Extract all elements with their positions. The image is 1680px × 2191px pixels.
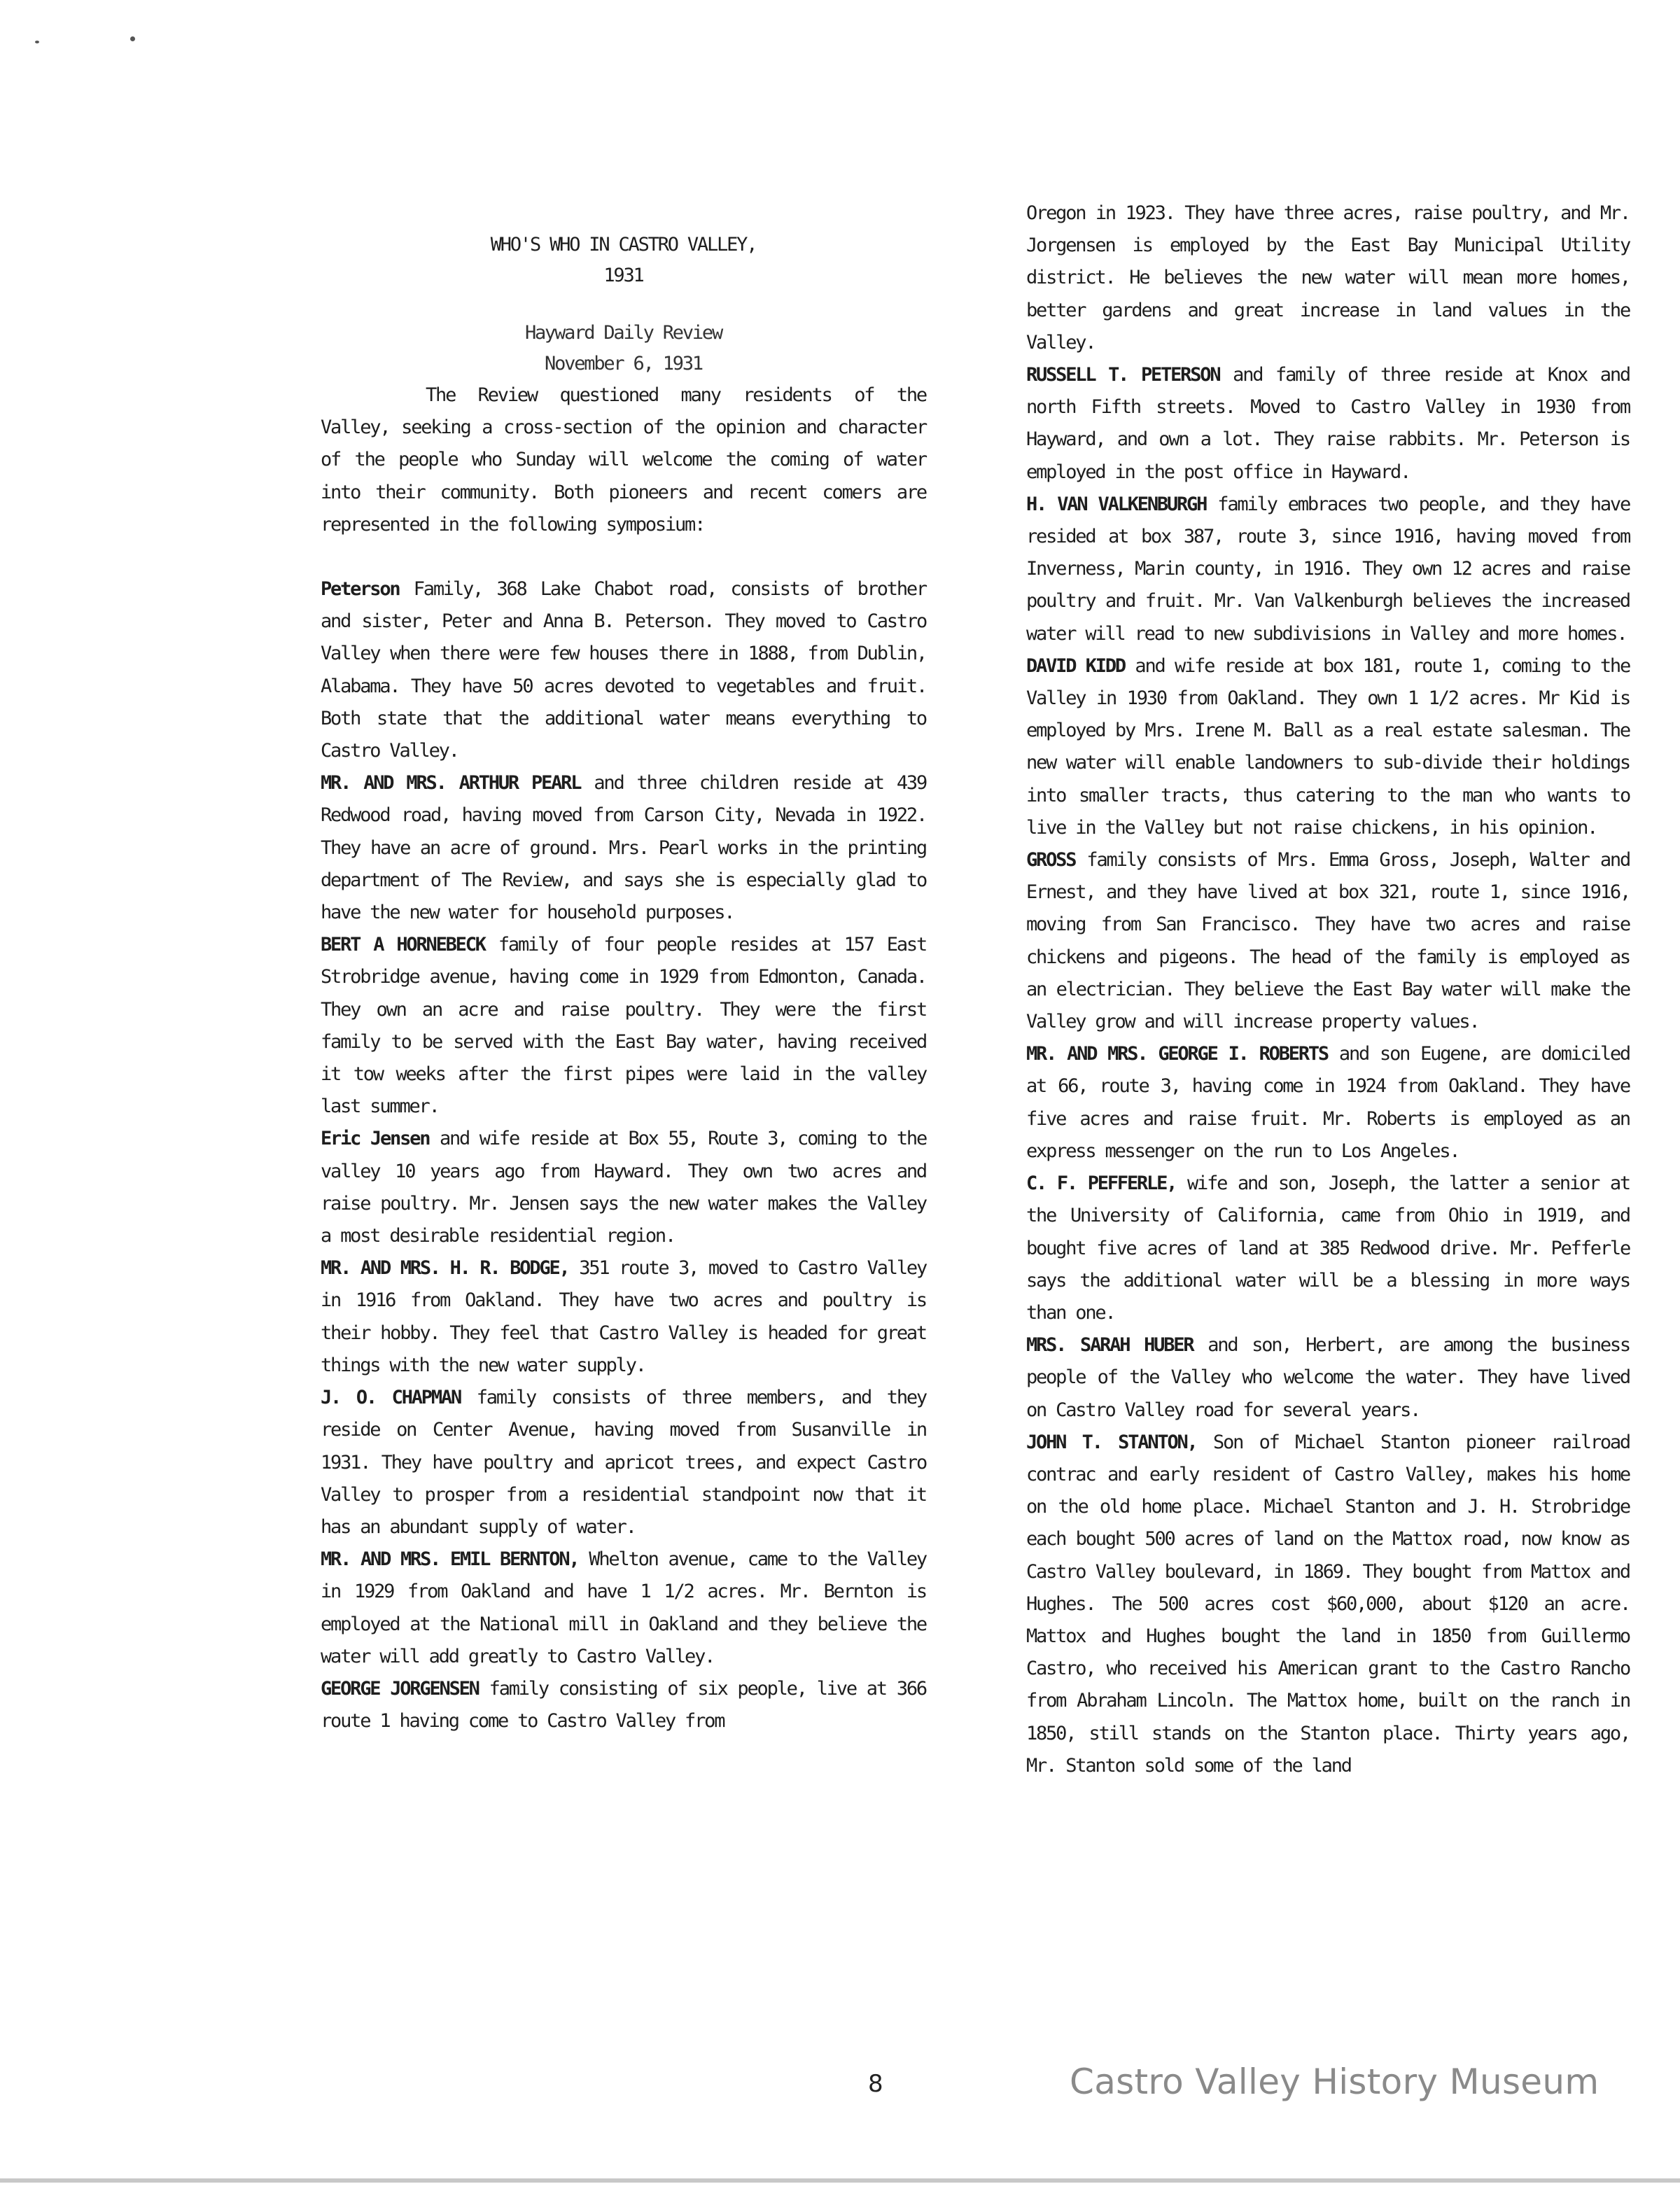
entry-paragraph	[1026, 650, 1630, 844]
entry-paragraph	[1026, 844, 1630, 1038]
entry-name: Eric Jensen	[321, 1128, 430, 1150]
article-source: Hayward Daily Review	[524, 322, 722, 344]
entry-text: and wife reside at box 181, route 1, coming to the Valley in 1930 from Oakland. They own 1 1/2 acres. Mr Kid is employed by Mrs. Irene M. Ball as a real estate salesman. The new water will enable landowners to sub-divide their holdings into smaller tracts, thus catering to the man who wants to live in the Valley but not raise chickens, in his opinion.	[1026, 654, 1630, 839]
entry-text: family of four people resides at 157 East Strobridge avenue, having come in 1929 from Edmonton, Canada. They own an acre and raise poultry. They were the first family to be served with the East Bay water, having received it tow weeks after the first pipes were laid in the valley last summer.	[321, 934, 926, 1118]
page-number: 8	[868, 2070, 883, 2098]
entry-paragraph	[321, 1544, 926, 1673]
entry-paragraph	[1026, 359, 1630, 489]
article-year: 1931	[603, 265, 643, 286]
entry-name: H. VAN VALKENBURGH	[1026, 493, 1207, 515]
entry-paragraph	[1026, 1038, 1630, 1168]
article-title: WHO'S WHO IN CASTRO VALLEY,	[490, 234, 757, 255]
entry-name: JOHN T. STANTON,	[1026, 1431, 1197, 1453]
article-intro: The Review questioned many residents of the Valley, seeking a cross-section of the opinion and character of the people who Sunday will welcome the coming of water into their community. Both pioneers and recent comers are represented in the following symposium:	[321, 384, 926, 536]
entry-name: MR. AND MRS. GEORGE I. ROBERTS	[1026, 1043, 1328, 1065]
entry-paragraph	[321, 1252, 926, 1382]
entry-name: Peterson	[321, 578, 400, 601]
entry-paragraph	[321, 573, 926, 767]
entry-paragraph	[1026, 489, 1630, 650]
entry-name: J. O. CHAPMAN	[321, 1387, 461, 1409]
entry-paragraph	[321, 1673, 926, 1737]
entry-text: and son Eugene, are domiciled at 66, route 3, having come in 1924 from Oakland. They have five acres and raise fruit. Mr. Roberts is employed as an express messenger on the run to Los Angeles.	[1026, 1043, 1630, 1162]
entry-text: and wife reside at Box 55, Route 3, coming to the valley 10 years ago from Hayward. They own two acres and raise poultry. Mr. Jensen says the new water makes the Valley a most desirable residential region.	[321, 1128, 926, 1247]
entry-paragraph	[1026, 1329, 1630, 1427]
entry-text: and family of three reside at Knox and north Fifth streets. Moved to Castro Valley in 1930 from Hayward, and own a lot. They raise rabbits. Mr. Peterson is employed in the post office in Hayward.	[1026, 364, 1630, 483]
entry-paragraph	[321, 1123, 926, 1252]
entry-name: MR. AND MRS. EMIL BERNTON,	[321, 1548, 579, 1571]
right-column	[1026, 197, 1630, 1782]
entry-text: Family, 368 Lake Chabot road, consists of brother and sister, Peter and Anna B. Peterson. They moved to Castro Valley when there were few houses there in 1888, from Dublin, Alabama. They have 50 acres devoted to vegetables and fruit. Both state that the additional water means everything to Castro Valley.	[321, 578, 926, 762]
continued-paragraph: Oregon in 1923. They have three acres, raise poultry, and Mr. Jorgensen is employed by the East Bay Municipal Utility district. He believes the new water will mean more homes, better gardens and great increase in land values in the Valley.	[1026, 202, 1630, 354]
entry-name: DAVID KIDD	[1026, 654, 1125, 677]
entry-name: BERT A HORNEBECK	[321, 934, 485, 956]
left-column	[321, 230, 926, 1737]
entry-text: family consisting of six people, live at 366 route 1 having come to Castro Valley from	[321, 1677, 926, 1732]
article-date: November 6, 1931	[545, 353, 702, 374]
entry-text: family consists of Mrs. Emma Gross, Joseph, Walter and Ernest, and they have lived at box 321, route 1, since 1916, moving from San Francisco. They have two acres and raise chickens and pigeons. The head of the family is employed as an electrician. They believe the East Bay water will make the Valley grow and will increase property values.	[1026, 849, 1630, 1033]
entry-paragraph	[321, 767, 926, 929]
entry-text: Son of Michael Stanton pioneer railroad contrac and early resident of Castro Valley, makes his home on the old home place. Michael Stanton and J. H. Strobridge each bought 500 acres of land on the Mattox road, now know as Castro Valley boulevard, in 1869. They bought from Mattox and Hughes. The 500 acres cost $60,000, about $120 an acre. Mattox and Hughes bought the land in 1850 from Guillermo Castro, who received his American grant to the Castro Rancho from Abraham Lincoln. The Mattox home, built on the ranch in 1850, still stands on the Stanton place. Thirty years ago, Mr. Stanton sold some of the land	[1026, 1431, 1630, 1777]
article-header	[321, 230, 926, 379]
entry-paragraph	[1026, 1427, 1630, 1782]
entry-name: C. F. PEFFERLE,	[1026, 1172, 1177, 1195]
entry-text: and three children reside at 439 Redwood road, having moved from Carson City, Nevada in 1922. They have an acre of ground. Mrs. Pearl works in the printing department of The Review, and says she is especially glad to have the new water for household purposes.	[321, 772, 926, 924]
scan-edge	[0, 2178, 1680, 2183]
scan-speck	[35, 41, 39, 43]
entry-name: MR. AND MRS. H. R. BODGE,	[321, 1257, 569, 1280]
entry-text: family embraces two people, and they have resided at box 387, route 3, since 1916, having moved from Inverness, Marin county, in 1916. They own 12 acres and raise poultry and fruit. Mr. Van Valkenburgh believes the increased water will read to new subdivisions in Valley and more homes.	[1026, 493, 1630, 645]
entry-name: MR. AND MRS. ARTHUR PEARL	[321, 772, 581, 794]
entry-paragraph	[321, 1382, 926, 1544]
entry-text: and son, Herbert, are among the business people of the Valley who welcome the water. They have lived on Castro Valley road for several years.	[1026, 1334, 1630, 1421]
entry-paragraph	[321, 929, 926, 1123]
museum-watermark: Castro Valley History Museum	[1070, 2062, 1600, 2102]
entry-text: Whelton avenue, came to the Valley in 1929 from Oakland and have 1 1/2 acres. Mr. Bernton is employed at the National mill in Oakland and they believe the water will add greatly to Castro Valley.	[321, 1548, 926, 1667]
entry-paragraph	[1026, 1168, 1630, 1329]
entry-name: RUSSELL T. PETERSON	[1026, 364, 1220, 386]
entry-name: GROSS	[1026, 849, 1076, 872]
scan-speck	[130, 36, 135, 41]
entry-name: GEORGE JORGENSEN	[321, 1677, 479, 1700]
entry-name: MRS. SARAH HUBER	[1026, 1334, 1194, 1357]
entry-text: wife and son, Joseph, the latter a senior at the University of California, came from Ohio in 1919, and bought five acres of land at 385 Redwood drive. Mr. Pefferle says the additional water will be a blessing in more ways than one.	[1026, 1172, 1630, 1324]
entry-text: 351 route 3, moved to Castro Valley in 1916 from Oakland. They have two acres and poultry is their hobby. They feel that Castro Valley is headed for great things with the new water supply.	[321, 1257, 926, 1376]
entry-text: family consists of three members, and they reside on Center Avenue, having moved from Susanville in 1931. They have poultry and apricot trees, and expect Castro Valley to prosper from a residential standpoint now that it has an abundant supply of water.	[321, 1387, 926, 1538]
